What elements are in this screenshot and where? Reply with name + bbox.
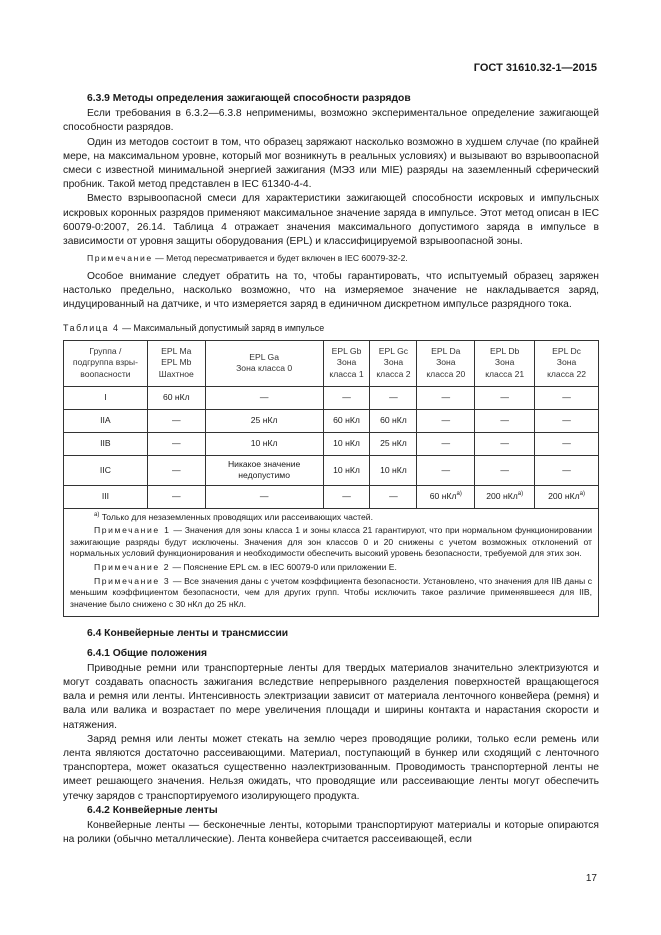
- page-content: [63, 92, 599, 847]
- table-cell: —: [475, 455, 535, 485]
- table-cell: 200 нКл$^{a)}$: [475, 485, 535, 508]
- table-note-3: Примечание 3 — Все значения даны с учетом коэффициента безопасности. Установлено, что значения для IIB даны с меньшим коэффициентом безопасности, чем для других групп. Чтобы исключить такое различие применявшееся для IIB, значение было снижено с 30 нКл до 25 нКл.: [70, 575, 593, 609]
- table-cell: —: [475, 409, 535, 432]
- table-cell: IIB: [64, 432, 148, 455]
- table-cell: 25 нКл: [370, 432, 417, 455]
- section-heading-6-4-1: 6.4.1 Общие положения: [87, 647, 207, 659]
- header-cell: EPL Ga Зона класса 0: [205, 340, 323, 386]
- header-cell: EPL Gb Зона класса 1: [323, 340, 370, 386]
- table-row: [64, 485, 599, 508]
- table-header-row: [64, 340, 599, 386]
- table-row: [64, 386, 599, 409]
- table-4: [63, 340, 599, 618]
- table-cell: 25 нКл: [205, 409, 323, 432]
- table-caption: [63, 321, 599, 335]
- header-cell: EPL Da Зона класса 20: [417, 340, 475, 386]
- table-cell: —: [535, 409, 599, 432]
- table-cell: 60 нКл: [147, 386, 205, 409]
- table-notes-cell: [64, 508, 599, 617]
- table-cell: —: [417, 409, 475, 432]
- paragraph: Особое внимание следует обратить на то, чтобы гарантировать, что испытуемый образец заряжен настолько предельно, насколько возможно, что на измеряемое значение не накладывается заряд, индуцированный на датчике, и что измеряется заряд в единичном дискретном импульсе разрядного тока.: [63, 270, 599, 311]
- table-caption-text: — Максимальный допустимый заряд в импульсе: [119, 323, 325, 334]
- table-cell: I: [64, 386, 148, 409]
- paragraph: Если требования в 6.3.2—6.3.8 неприменимы, возможно экспериментальное определение зажигающей способности разрядов.: [63, 108, 599, 134]
- table-cell: IIA: [64, 409, 148, 432]
- header-cell: EPL Db Зона класса 21: [475, 340, 535, 386]
- table-cell: III: [64, 485, 148, 508]
- table-cell: —: [370, 386, 417, 409]
- table-cell: —: [535, 386, 599, 409]
- header-cell: EPL Gc Зона класса 2: [370, 340, 417, 386]
- table-cell: 200 нКл$^{a)}$: [535, 485, 599, 508]
- note: [63, 253, 599, 265]
- paragraph: Вместо взрывоопасной смеси для характеристики зажигающей способности искровых и импульсных искровых коронных разрядов применяют максимальное значение заряда в импульсе. Этот метод описан в IEC 60079-0:2007, 26.14. Таблица 4 отражает значения максимального допустимого заряда в импульсе в зависимости от уровня защиты оборудования (EPL) и классифицируемой взрывоопасной зоны.: [63, 193, 599, 248]
- table-cell: —: [417, 432, 475, 455]
- table-cell: —: [147, 455, 205, 485]
- table-cell: 60 нКл: [323, 409, 370, 432]
- paragraph: Конвейерные ленты — бесконечные ленты, которыми транспортируют материалы и которые опираются на ролики (обычно металлические). Лента конвейера считается рассеивающей, если: [63, 820, 599, 846]
- table-cell: 10 нКл: [323, 455, 370, 485]
- paragraph: Приводные ремни или транспортерные ленты для твердых материалов значительно электризуются и могут создавать опасность зажигания вследствие непрерывного разделения поверхностей вращающегося вала и ремня или ленты. Интенсивность электризации зависит от материала ленточного конвейера (ремня) и вала или валика и возрастает по мере увеличения площади и ширины контакта и нарастания скорости и натяжения.: [63, 662, 599, 731]
- table-cell: 60 нКл$^{a)}$: [417, 485, 475, 508]
- paragraph: Один из методов состоит в том, что образец заряжают насколько возможно в худшем случае (по крайней мере, на максимальном уровне, который мог возникнуть в реальных условиях) и вызывают во взрывоопасной смеси с известной минимальной энергией зажигания (МЭЗ или MIE) разряды на заземленный сферический пробник. Такой метод представлен в IEC 61340-4-4.: [63, 136, 599, 191]
- table-cell: —: [417, 455, 475, 485]
- table-cell: —: [147, 432, 205, 455]
- section-heading-6-4: 6.4 Конвейерные ленты и трансмиссии: [87, 628, 289, 640]
- table-notes-row: [64, 508, 599, 617]
- table-cell: —: [535, 432, 599, 455]
- table-footnote: $^{a)}$ Только для незаземленных проводящих или рассеивающих частей.: [94, 511, 373, 522]
- standard-header: ГОСТ 31610.32-1—2015: [473, 62, 597, 74]
- table-cell: —: [205, 386, 323, 409]
- table-cell: —: [147, 409, 205, 432]
- table-cell: —: [323, 386, 370, 409]
- table-row: [64, 409, 599, 432]
- table-cell: —: [370, 485, 417, 508]
- table-cell: 10 нКл: [323, 432, 370, 455]
- table-cell: —: [475, 386, 535, 409]
- table-cell: —: [205, 485, 323, 508]
- footnote-mark: a): [456, 491, 462, 498]
- table-note-2: Примечание 2 — Пояснение EPL см. в IEC 60079-0 или приложении Е.: [94, 562, 397, 573]
- table-note-1: Примечание 1 — Значения для зоны класса 1 и зоны класса 21 гарантируют, что при нормальном функционировании зажигающие разряды будут исключены. Значения для зон классов 0 и 20 снижены с учетом возможных отклонений от нормальных условий функционирования и необходимости обеспечить высокий уровень безопасности, требуемой для этих зон.: [70, 525, 592, 559]
- page-number: 17: [585, 873, 597, 884]
- table-cell: —: [535, 455, 599, 485]
- note-text: — Метод пересматривается и будет включен в IEC 60079-32-2.: [152, 253, 408, 264]
- table-cell: —: [475, 432, 535, 455]
- table-cell: 10 нКл: [205, 432, 323, 455]
- section-heading-6-4-2: 6.4.2 Конвейерные ленты: [87, 804, 218, 816]
- table-cell: —: [323, 485, 370, 508]
- table-cell: —: [147, 485, 205, 508]
- section-heading-6-3-9: 6.3.9 Методы определения зажигающей способности разрядов: [87, 93, 411, 104]
- header-cell: Группа / подгруппа взры- воопасности: [64, 340, 148, 386]
- table-cell: Никакое значение недопустимо: [205, 455, 323, 485]
- table-row: [64, 432, 599, 455]
- header-cell: EPL Ma EPL Mb Шахтное: [147, 340, 205, 386]
- table-cell: IIC: [64, 455, 148, 485]
- header-cell: EPL Dc Зона класса 22: [535, 340, 599, 386]
- table-cell: 60 нКл: [370, 409, 417, 432]
- table-cell: —: [417, 386, 475, 409]
- table-row: [64, 455, 599, 485]
- paragraph: Заряд ремня или ленты может стекать на землю через проводящие ролики, только если ремень или лента являются достаточно рассеивающими. Материал, поступающий в бункер или сходящий с ленточного транспортера, может оказаться существенно наэлектризованным. Проводимость транспортерной ленты не имеет решающего значения. Нельзя ожидать, что проводящие или рассеивающие ленты могут обеспечить утечку зарядов с транспортируемого изолирующего продукта.: [63, 733, 599, 802]
- table-caption-label: Таблица 4: [63, 323, 120, 334]
- table-cell: 10 нКл: [370, 455, 417, 485]
- footnote-mark: a): [517, 491, 524, 498]
- footnote-mark: a): [579, 491, 585, 498]
- note-label: Примечание: [87, 253, 153, 264]
